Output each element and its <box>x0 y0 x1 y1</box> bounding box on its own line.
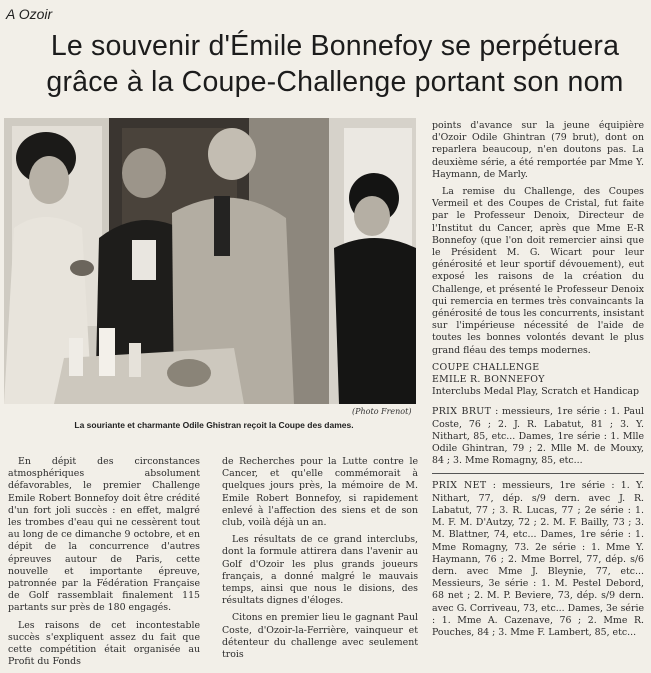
divider <box>432 473 644 474</box>
paragraph: Citons en premier lieu le gagnant Paul Coste, d'Ozoir-la-Ferrière, vainqueur et détenteur du challenge avec seulement trois <box>222 612 418 661</box>
prix-brut <box>432 406 644 467</box>
article-column-1 <box>8 456 200 673</box>
article-column-2 <box>222 456 418 666</box>
headline-line-1: Le souvenir d'Émile Bonnefoy se perpétuera <box>50 30 620 62</box>
prix-brut-label: PRIX BRUT <box>432 406 492 418</box>
prix-brut-text: : messieurs, 1re série : 1. Paul Coste, 76 ; 2. J. R. Labatut, 81 ; 3. Y. Nithart, 85, etc... Dames, 1re série : 1. Mlle Odile Ghintran, 79 ; 2. Mlle M. de Mouxy, 84 ; 3. Mme Romagny, 85, etc... <box>432 406 644 467</box>
photo-credit: (Photo Frenot) <box>352 407 412 416</box>
results-heading: COUPE CHALLENGE <box>432 361 540 373</box>
paragraph: Les raisons de cet incontestable succès s'expliquent assez du fait que cette compétition était organisée au Profit du Fonds <box>8 619 200 668</box>
photo <box>4 118 416 404</box>
section-label: A Ozoir <box>6 6 53 22</box>
article-column-3 <box>432 120 644 644</box>
headline-line-2: grâce à la Coupe-Challenge portant son nom <box>46 66 624 98</box>
paragraph: points d'avance sur la jeune équipière d'Ozoir Odile Ghintran (79 brut), dont on reparlera beaucoup, n'en doutons pas. La deuxième série, a été remportée par Mme Y. Haymann, de Marly. <box>432 120 644 180</box>
prix-net-text: : messieurs, 1re série : 1. Y. Nithart, 77, dép. s/9 dern. avec J. R. Labatut, 77 ; 3. R. Lucas, 77 ; 2e série : 1. M. F. M. D'Autzy, 72 ; 2. M. F. Bailly, 73 ; 3. M. Blattner, 74, etc... Dames, 1re série : 1. Mme Romagny, 73. 2e série : 1. Mme Y. Haymann, 76 ; 2. Mme Borrel, 77, dép. s/6 dern. avec Mme J. Bleynie, 77, etc... Messieurs, 3e série : 1. M. Pestel Debord, 68 net ; 2. M. P. Beviere, 73, dép. s/9 dern. avec G. Corriveau, 73, etc... Dames, 3e série : 1. Mme A. Cazenave, 76 ; 2. Mme R. Pouches, 84 ; 3. Mme F. Lambert, 85, etc... <box>432 480 644 638</box>
paragraph: de Recherches pour la Lutte contre le Cancer, et qu'elle commémorait à quelques jours près, la mémoire de M. Emile Robert Bonnefoy, si rapidement enlevé à l'affection des siens et de son club, voilà déjà un an. <box>222 456 418 529</box>
headline <box>40 28 630 100</box>
paragraph: Les résultats de ce grand interclubs, dont la formule attirera dans l'avenir au Golf d'Ozoir les plus grands joueurs français, a donné malgré le mauvais temps, ainsi que nous le disions, des résultats dignes d'éloges. <box>222 534 418 607</box>
prix-net-label: PRIX NET <box>432 480 487 492</box>
prix-net <box>432 480 644 639</box>
paragraph: La remise du Challenge, des Coupes Vermeil et des Coupes de Cristal, fut faite par le Professeur Denoix, Directeur de l'Institut du Cancer, après que Mme E-R Bonnefoy (que l'on doit remercier ainsi que le Président M. G. Wicart pour leur générosité et leur sportif dévouement), eut exposé les raisons de la création du Challenge, et présenté le Professeur Denoix qui remercia en termes très convaincants la générosité de tous les concurrents, insistant sur l'impérieuse nécessité de l'aide de toutes les bonnes volontés devant le plus grand fléau des temps modernes. <box>432 186 644 356</box>
paragraph: En dépit des circonstances atmosphériques absolument défavorables, le premier Challenge Emile Robert Bonnefoy doit être crédité d'un fort joli succès : en effet, malgré les trombes d'eau qui ne cessèrent tout au long de ce dimanche 9 octobre, et en dépit de la concurrence d'autres épreuves autour de Paris, cette nouvelle et importante épreuve, patronnée par la Fédération Française de Golf rassemblait finalement 115 partants sur près de 180 engagés. <box>8 456 200 614</box>
photo-caption: La souriante et charmante Odile Ghistran reçoit la Coupe des dames. <box>74 420 354 430</box>
results-format: Interclubs Medal Play, Scratch et Handicap <box>432 386 639 398</box>
photo-illustration <box>4 118 416 404</box>
results-subheading: EMILE R. BONNEFOY <box>432 374 545 386</box>
